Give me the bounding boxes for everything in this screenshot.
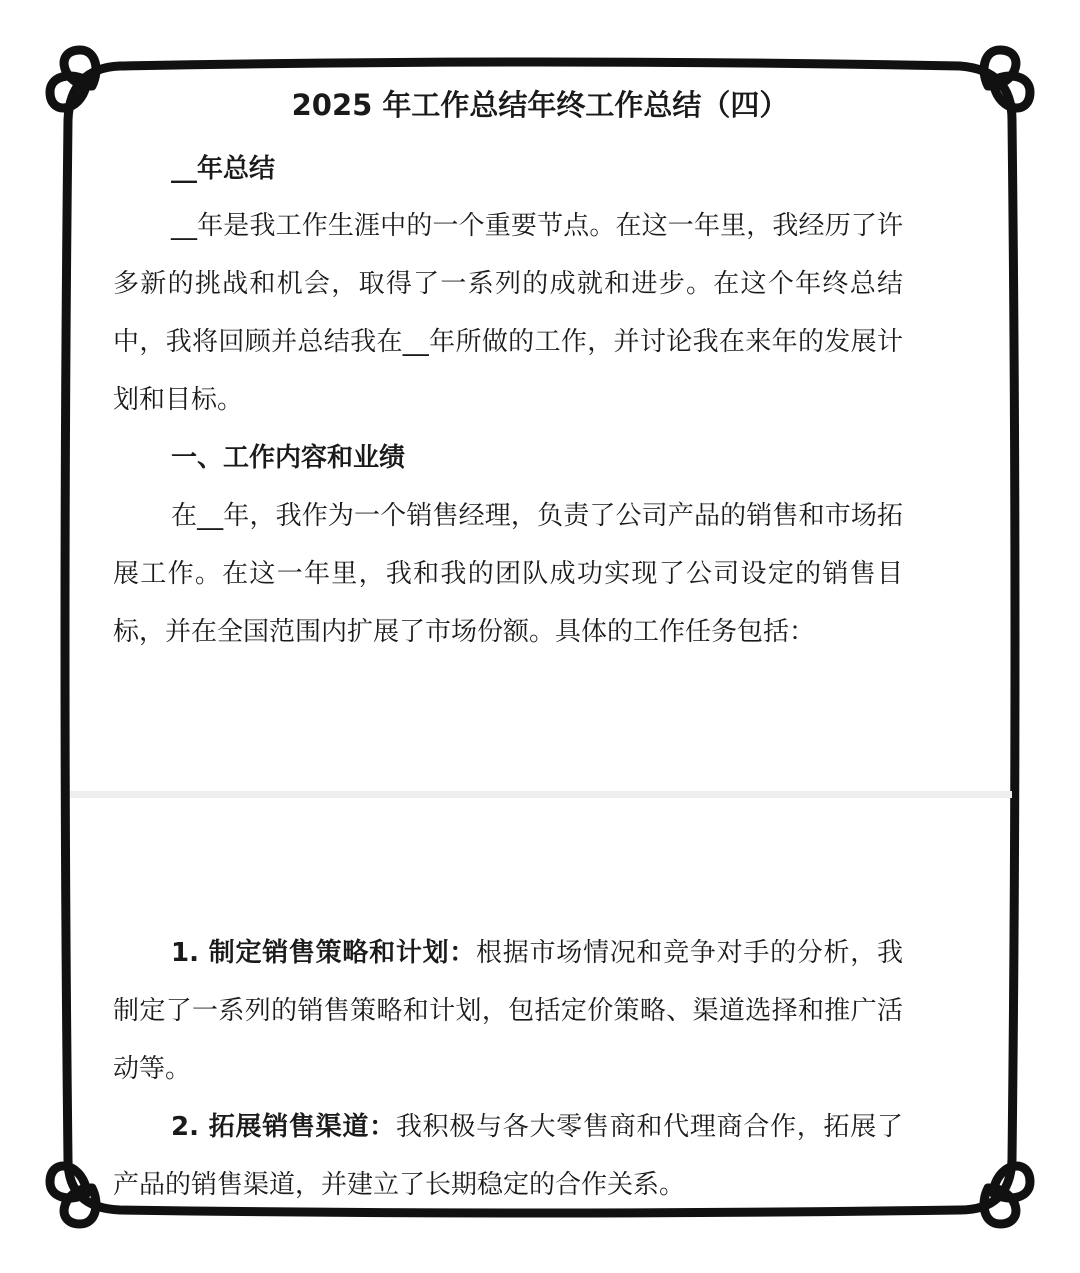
section-body-paragraph: 在__年，我作为一个销售经理，负责了公司产品的销售和市场拓展工作。在这一年里，我和我的团队成功实现了公司设定的销售目标，并在全国范围内扩展了市场份额。具体的工作任务包括： <box>113 501 903 647</box>
section-heading: 一、工作内容和业绩 <box>171 443 406 473</box>
page-separator <box>70 791 1012 798</box>
document-title: 2025 年工作总结年终工作总结（四） <box>291 88 789 122</box>
intro-paragraph: __年是我工作生涯中的一个重要节点。在这一年里，我经历了许多新的挑战和机会，取得了一系列的成就和进步。在这个年终总结中，我将回顾并总结我在__年所做的工作，并讨论我在来年的发展计划和目标。 <box>113 211 903 415</box>
list-item-lead: 2. 拓展销售渠道： <box>171 1112 396 1142</box>
list-item <box>113 1098 903 1214</box>
subtitle-heading: __年总结 <box>171 154 276 184</box>
list-item-lead: 1. 制定销售策略和计划： <box>171 938 477 968</box>
list-item-text: 根据市场情况和竞争对手的分析，我制定了一系列的销售策略和计划，包括定价策略、渠道选择和推广活动等。 <box>113 938 903 1084</box>
list-item-text: 我积极与各大零售商和代理商合作，拓展了产品的销售渠道，并建立了长期稳定的合作关系。 <box>113 1112 903 1200</box>
list-item <box>113 924 903 1098</box>
